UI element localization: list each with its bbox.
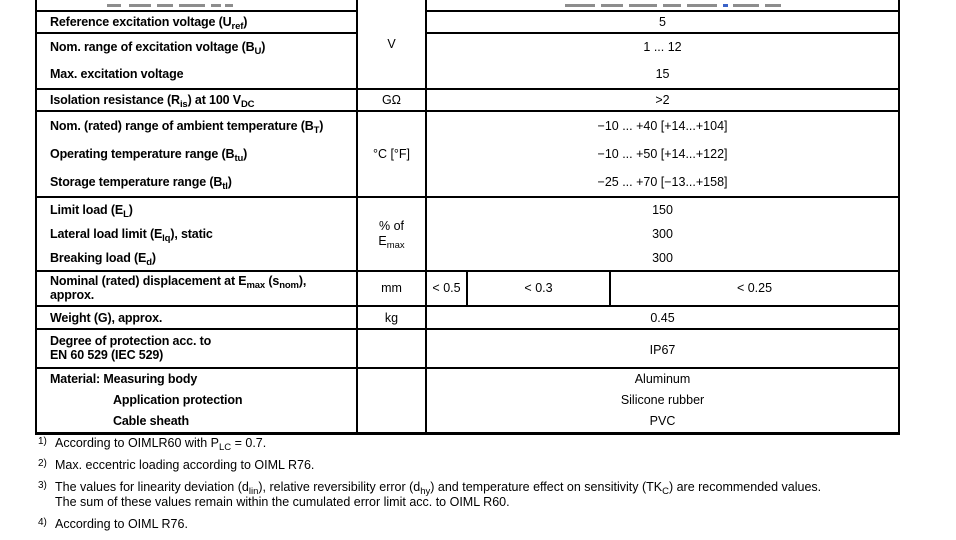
- spec-label: Nominal (rated) displacement at $E_{max}$ $(s_{nom})$,: [50, 274, 307, 291]
- footnote-2: [38, 458, 821, 473]
- footnote-marker: 3): [38, 480, 47, 491]
- value-cell-load-limits: [426, 197, 899, 271]
- spec-value: Aluminum: [634, 372, 691, 386]
- value-cell-degree-of-protection: [426, 329, 899, 368]
- value-cell-displacement-1: [426, 271, 467, 306]
- spec-label: Degree of protection acc. to: [50, 334, 212, 348]
- spec-value: < 0.5: [432, 280, 461, 295]
- spec-row-temperature-ranges: [36, 111, 899, 197]
- spec-row-reference-excitation-voltage: [36, 11, 899, 33]
- unit-cell-empty: [357, 329, 426, 368]
- unit-percent-of: % of: [378, 219, 404, 233]
- footnote-marker: 2): [38, 458, 47, 469]
- footnote-text: Max. eccentric loading according to OIML R76.: [55, 458, 315, 472]
- unit-gigaohm: GΩ: [381, 93, 402, 107]
- spec-label: Cable sheath: [113, 414, 190, 428]
- value-cell-excitation-voltage-range: [426, 33, 899, 89]
- unit-celsius-fahrenheit: °C [°F]: [372, 147, 411, 161]
- spec-value: PVC: [649, 414, 676, 428]
- spec-value: 300: [652, 251, 673, 265]
- footnote-4: [38, 517, 821, 532]
- value-cell-weight: [426, 306, 899, 329]
- label-cell-isolation-resistance: [36, 89, 357, 111]
- spec-label: Reference excitation voltage $(U_{ref})$: [50, 15, 248, 32]
- footnote-text: The sum of these values remain within the cumulated error limit acc. to OIML R60.: [55, 495, 510, 509]
- footnote-marker: 4): [38, 517, 47, 528]
- spec-row-excitation-voltage-range: [36, 33, 899, 89]
- unit-cell-gigaohm: [357, 89, 426, 111]
- unit-voltage: V: [387, 37, 396, 51]
- unit-kg: kg: [384, 310, 399, 325]
- spec-value: 0.45: [650, 310, 675, 325]
- footnote-text: According to OIML R76.: [55, 517, 188, 531]
- unit-cell-celsius-fahrenheit: [357, 111, 426, 197]
- label-cell-nominal-displacement: [36, 271, 357, 306]
- spec-label: Nom. (rated) range of ambient temperature $(B_T)$: [50, 119, 324, 136]
- label-cell-excitation-voltage-range: [36, 33, 357, 89]
- spec-label: Nom. range of excitation voltage $(B_U)$: [50, 40, 266, 57]
- spec-label: Material: Measuring body: [50, 372, 198, 386]
- label-cell-weight: [36, 306, 357, 329]
- footnote-text: The values for linearity deviation $(d_{lin})$, relative reversibility error $(d_{hy})$ and temperature effect on sensitivity $(TK_C)$ are recommended values.: [55, 480, 822, 497]
- unit-cell-percent-of-emax: [357, 197, 426, 271]
- spec-row-nominal-displacement: [36, 271, 899, 306]
- clipped-text-remnant: [37, 1, 356, 10]
- spec-label: Storage temperature range $(B_{tl})$: [50, 175, 232, 192]
- spec-row-isolation-resistance: [36, 89, 899, 111]
- footnote-marker: 1): [38, 436, 47, 447]
- label-cell-load-limits: [36, 197, 357, 271]
- value-cell-displacement-2: [467, 271, 610, 306]
- spec-value: 300: [652, 227, 673, 241]
- spec-value: < 0.3: [524, 280, 553, 295]
- spec-row-degree-of-protection: [36, 329, 899, 368]
- spec-value: 1 ... 12: [643, 40, 682, 54]
- label-cell-temperature-ranges: [36, 111, 357, 197]
- spec-row-clipped-top: [36, 0, 899, 11]
- value-cell-material: [426, 368, 899, 434]
- label-cell-degree-of-protection: [36, 329, 357, 368]
- spec-row-weight: [36, 306, 899, 329]
- unit-cell-empty: [357, 368, 426, 434]
- spec-value: < 0.25: [736, 280, 773, 295]
- footnote-3: [38, 480, 821, 510]
- footnote-text: According to OIMLR60 with $P_{LC} = 0.7$.: [55, 436, 267, 453]
- spec-value: >2: [655, 93, 670, 107]
- spec-value: −10 ... +50 [+14...+122]: [597, 147, 728, 161]
- label-cell-material: [36, 368, 357, 434]
- footnote-1: [38, 436, 821, 451]
- spec-label: Max. excitation voltage: [50, 67, 184, 81]
- spec-label: approx.: [50, 287, 95, 302]
- value-cell-reference-excitation-voltage: [426, 11, 899, 33]
- value-cell-isolation-resistance: [426, 89, 899, 111]
- spec-label: Application protection: [113, 393, 243, 407]
- value-cell-displacement-3: [610, 271, 899, 306]
- spec-label: Breaking load $(E_d)$: [50, 251, 156, 268]
- spec-value: −25 ... +70 [−13...+158]: [597, 175, 728, 189]
- clipped-label-cell: [36, 0, 357, 11]
- unit-cell-voltage: [357, 0, 426, 89]
- spec-table: [35, 0, 900, 435]
- spec-label: Isolation resistance $(R_{is})$ at 100 $V_{DC}$: [50, 93, 255, 110]
- unit-cell-kg: [357, 306, 426, 329]
- spec-row-load-limits: [36, 197, 899, 271]
- clipped-text-remnant: [427, 1, 898, 10]
- spec-label: Limit load $(E_L)$: [50, 203, 133, 220]
- spec-label: EN 60 529 (IEC 529): [50, 347, 164, 362]
- unit-mm: mm: [381, 280, 402, 295]
- spec-value: Silicone rubber: [620, 393, 705, 407]
- label-cell-reference-excitation-voltage: [36, 11, 357, 33]
- spec-value: IP67: [649, 342, 676, 357]
- footnotes: [38, 436, 821, 539]
- spec-value: 5: [659, 15, 666, 29]
- spec-label: Operating temperature range $(B_{tu})$: [50, 147, 248, 164]
- spec-label: Lateral load limit $(E_{lq})$, static: [50, 227, 213, 244]
- value-cell-temperature-ranges: [426, 111, 899, 197]
- spec-label: Weight (G), approx.: [50, 310, 163, 325]
- unit-emax: $E_{max}$: [378, 234, 405, 251]
- spec-row-material: [36, 368, 899, 434]
- spec-value: 15: [655, 67, 670, 81]
- clipped-value-cell: [426, 0, 899, 11]
- spec-value: −10 ... +40 [+14...+104]: [597, 119, 728, 133]
- spec-value: 150: [652, 203, 673, 217]
- unit-cell-mm: [357, 271, 426, 306]
